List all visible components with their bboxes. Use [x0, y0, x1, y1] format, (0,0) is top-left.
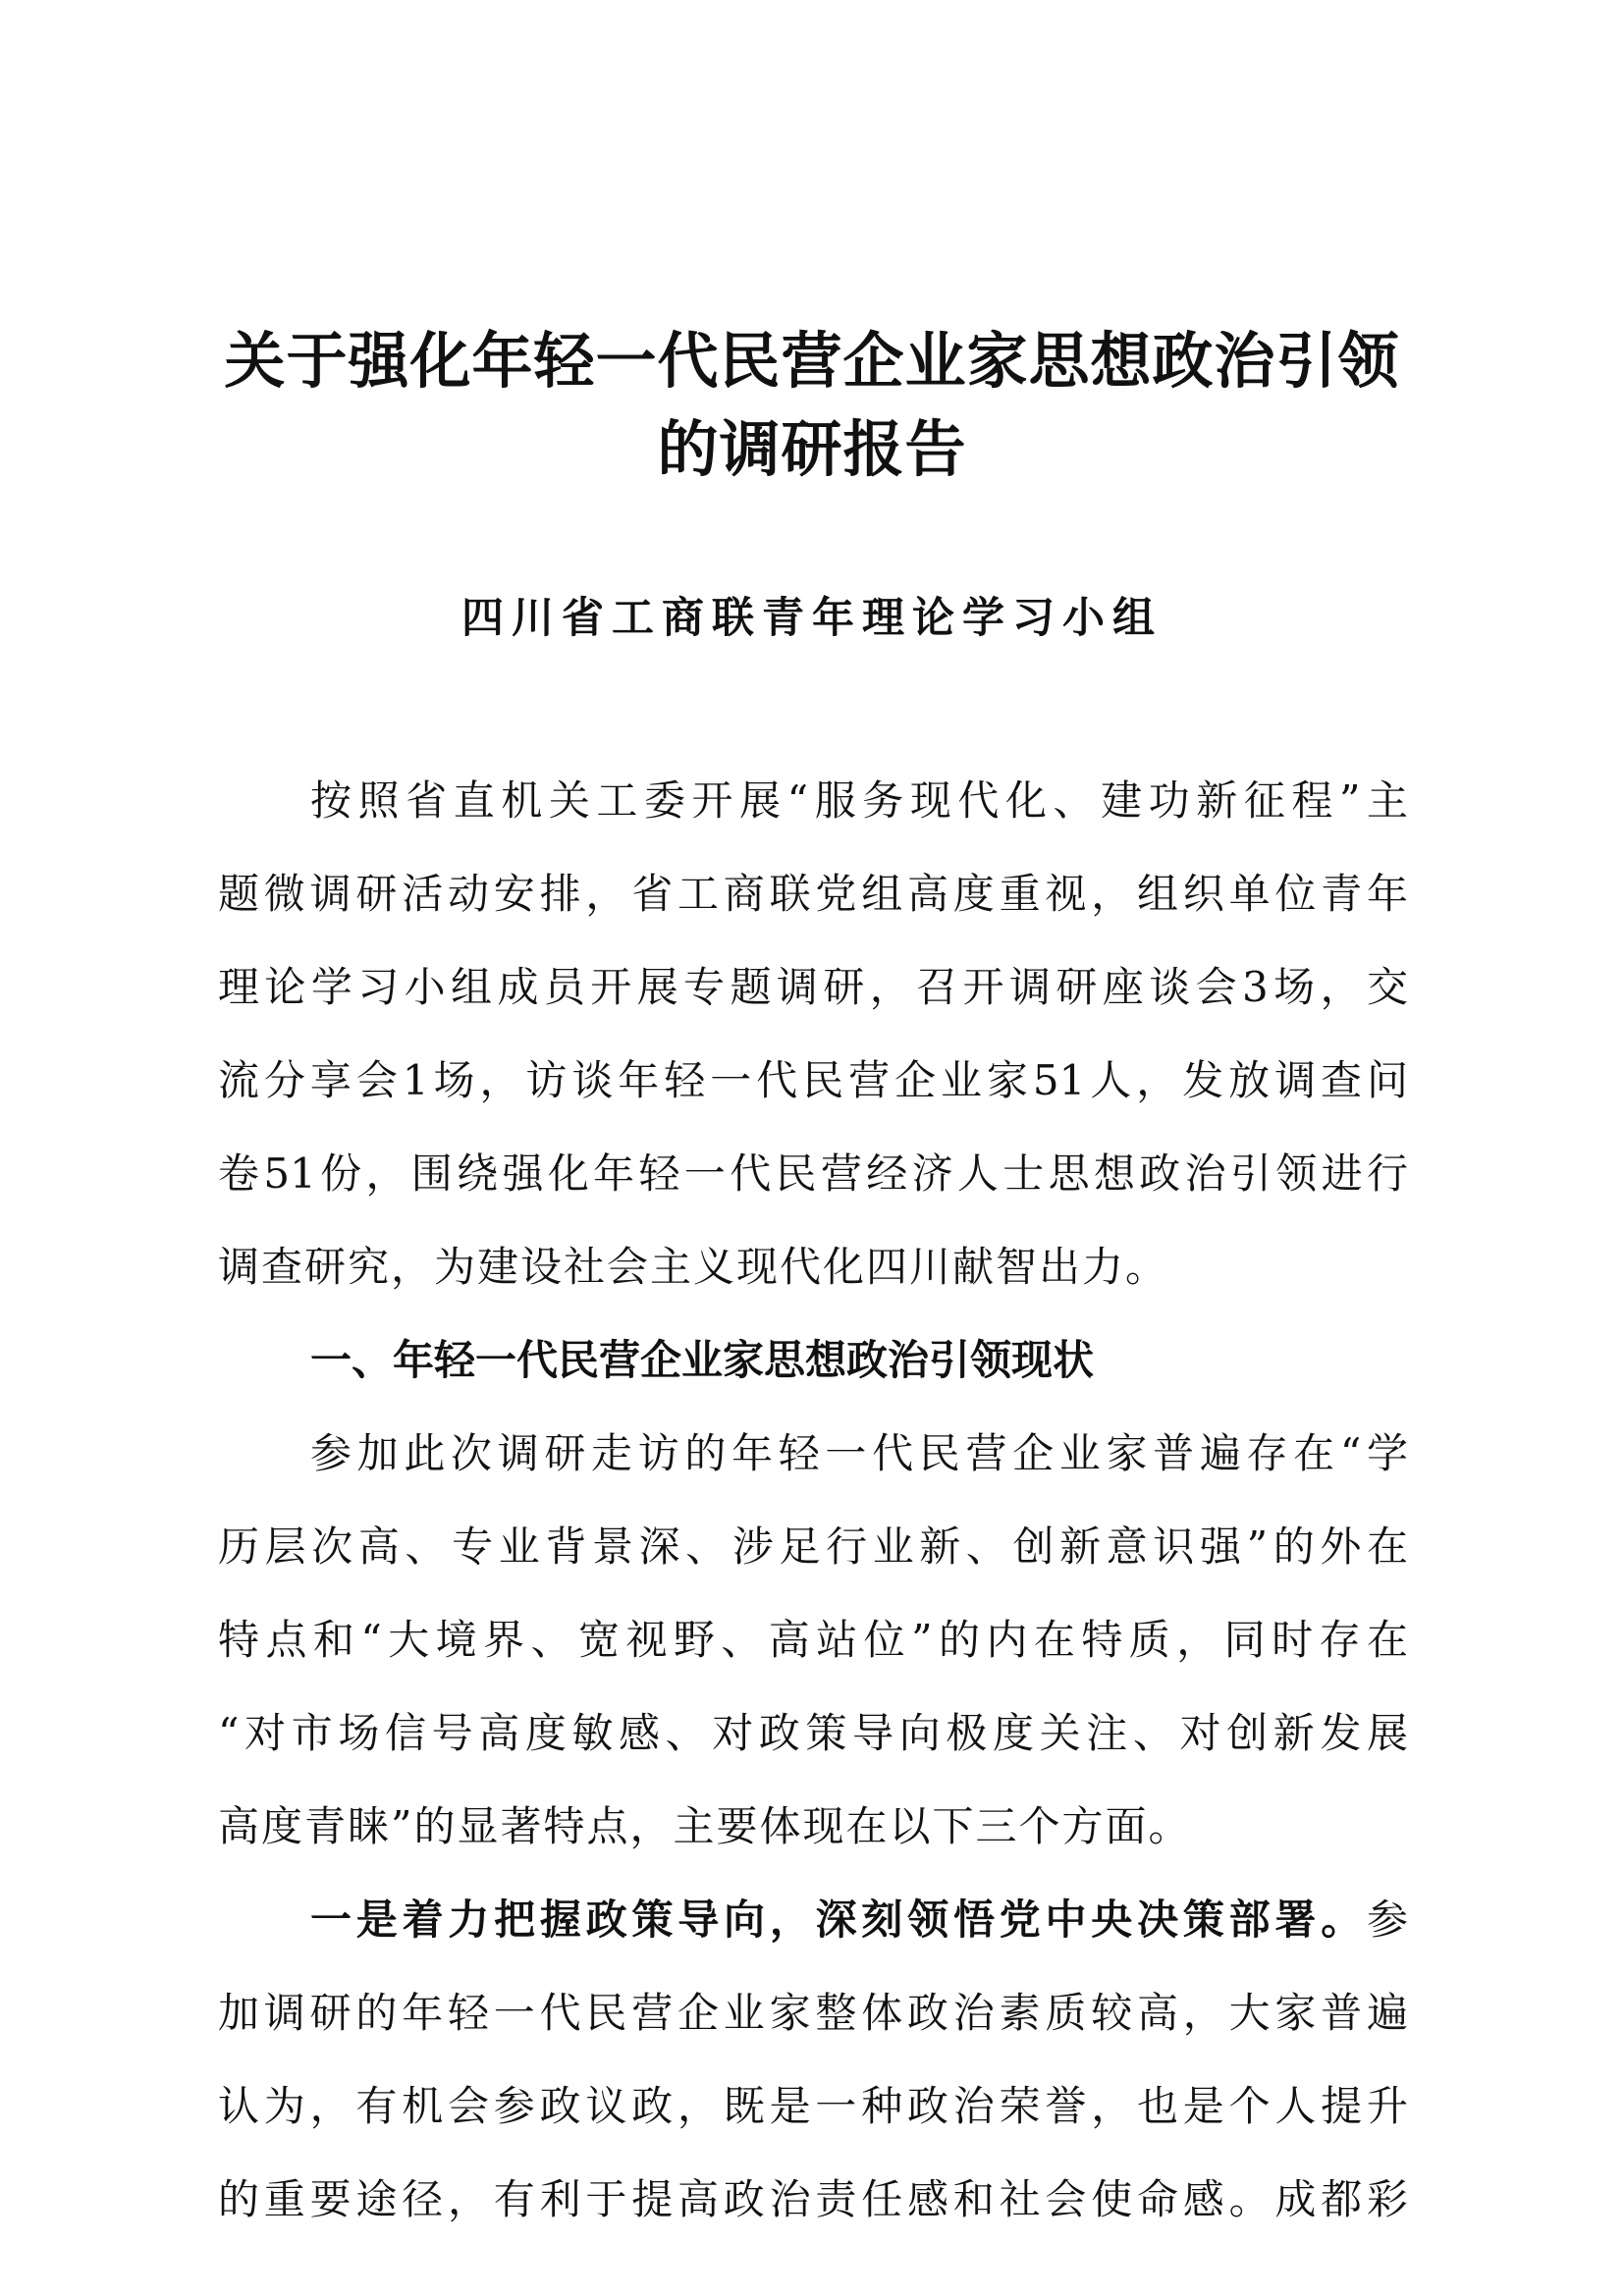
paragraph-line: 流分享会1场，访谈年轻一代民营企业家51人，发放调查问 [218, 1056, 1408, 1104]
point-lead: 一是着力把握政策导向，深刻领悟党中央决策部署。 [310, 1896, 1367, 1944]
paragraph-line: 调查研究，为建设社会主义现代化四川献智出力。 [218, 1243, 1169, 1291]
document-author: 四川省工商联青年理论学习小组 [461, 594, 1163, 643]
paragraph-line: 按照省直机关工委开展“服务现代化、建功新征程”主 [310, 776, 1408, 825]
paragraph-line: 理论学习小组成员开展专题调研，召开调研座谈会3场，交 [218, 963, 1408, 1011]
section-heading: 一、年轻一代民营企业家思想政治引领现状 [310, 1336, 1095, 1384]
paragraph-line: 高度青睐”的显著特点，主要体现在以下三个方面。 [218, 1802, 1192, 1850]
paragraph-line: 题微调研活动安排，省工商联党组高度重视，组织单位青年 [218, 870, 1408, 918]
point-lead-tail: 参 [1366, 1896, 1408, 1944]
document-body [218, 754, 1408, 2246]
paragraph-line [218, 1873, 1408, 1966]
paragraph-line: 认为，有机会参政议政，既是一种政治荣誉，也是个人提升 [218, 2082, 1408, 2130]
paragraph-line: 的重要途径，有利于提高政治责任感和社会使命感。成都彩 [218, 2175, 1408, 2223]
paragraph-line: 卷51份，围绕强化年轻一代民营经济人士思想政治引领进行 [218, 1149, 1408, 1198]
paragraph-line: 历层次高、专业背景深、涉足行业新、创新意识强”的外在 [218, 1522, 1408, 1571]
paragraph-line: 加调研的年轻一代民营企业家整体政治素质较高，大家普遍 [218, 1989, 1408, 2037]
paragraph-line: 特点和“大境界、宽视野、高站位”的内在特质，同时存在 [218, 1616, 1408, 1664]
document-title-line-1: 关于强化年轻一代民营企业家思想政治引领 [224, 325, 1400, 397]
document-title-line-2: 的调研报告 [657, 413, 967, 485]
paragraph-line: 参加此次调研走访的年轻一代民营企业家普遍存在“学 [310, 1429, 1408, 1477]
paragraph-line: “对市场信号高度敏感、对政策导向极度关注、对创新发展 [218, 1709, 1408, 1757]
